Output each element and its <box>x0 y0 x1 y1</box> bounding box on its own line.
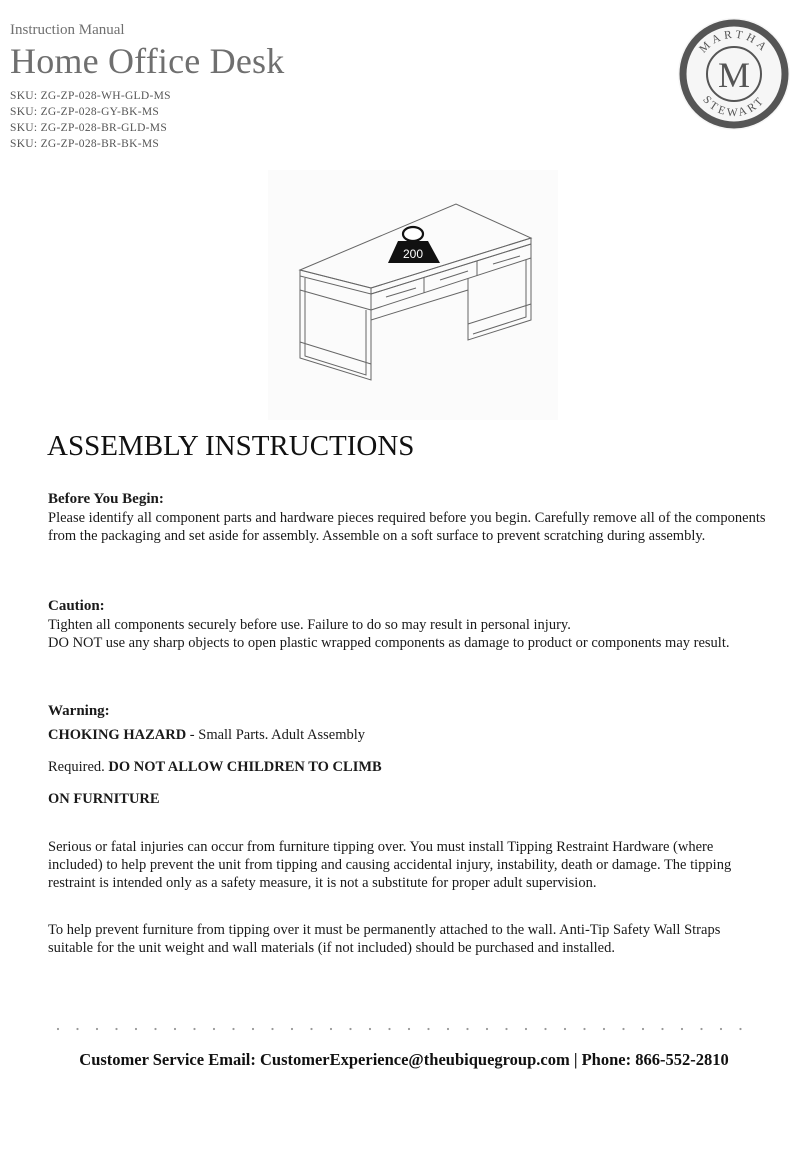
weight-label: 200 <box>402 247 424 261</box>
before-label: Before You Begin: <box>48 491 164 507</box>
sku-list <box>10 88 171 152</box>
caution-section <box>48 597 768 652</box>
required-plain: Required. <box>48 759 109 775</box>
desk-illustration <box>268 170 558 420</box>
dotted-divider <box>48 1026 762 1032</box>
furniture-warning-bold: ON FURNITURE <box>48 791 160 807</box>
required-line <box>48 758 768 776</box>
choking-hazard-rest: - Small Parts. Adult Assembly <box>186 727 366 743</box>
caution-line-2: DO NOT use any sharp objects to open plastic wrapped components as damage to product or components may result. <box>48 635 730 651</box>
choking-hazard-bold: CHOKING HAZARD <box>48 727 187 743</box>
climb-warning-bold: DO NOT ALLOW CHILDREN TO CLIMB <box>108 759 382 775</box>
wall-anchor-paragraph: To help prevent furniture from tipping over it must be permanently attached to the wall. Anti-Tip Safety Wall Straps suitable for the unit weight and wall materials (if not included) should be purchased and installed. <box>48 922 721 956</box>
logo-top-text: MARTHA <box>697 28 771 56</box>
sku-item: SKU: ZG-ZP-028-GY-BK-MS <box>10 106 160 118</box>
sku-item: SKU: ZG-ZP-028-BR-GLD-MS <box>10 122 168 134</box>
logo-bottom-text: STEWART <box>700 93 768 120</box>
document-subtitle: Instruction Manual <box>10 22 125 38</box>
customer-service-footer: Customer Service Email: CustomerExperience@theubiquegroup.com | Phone: 866-552-2810 <box>79 1050 729 1069</box>
caution-label: Caution: <box>48 598 105 614</box>
caution-line-1: Tighten all components securely before use. Failure to do so may result in personal injury. <box>48 617 571 633</box>
logo-monogram: M <box>717 55 751 95</box>
choking-hazard-line <box>48 726 768 744</box>
brand-logo <box>676 16 792 132</box>
section-heading: ASSEMBLY INSTRUCTIONS <box>47 430 415 462</box>
before-text: Please identify all component parts and hardware pieces required before you begin. Carefully remove all of the components from the packaging and set aside for assembly. Assemble on a soft surface to prevent scratching during assembly. <box>48 510 766 544</box>
document-title: Home Office Desk <box>10 41 285 81</box>
warning-label: Warning: <box>48 703 110 719</box>
tipping-paragraph: Serious or fatal injuries can occur from furniture tipping over. You must install Tipping Restraint Hardware (where included) to help prevent the unit from tipping and causing accidental injury, instability, death or damage. The tipping restraint is intended only as a safety measure, it is not a substitute for proper adult supervision. <box>48 839 732 891</box>
before-you-begin-section <box>48 490 768 545</box>
sku-item: SKU: ZG-ZP-028-BR-BK-MS <box>10 138 160 150</box>
warning-section <box>48 702 768 808</box>
sku-item: SKU: ZG-ZP-028-WH-GLD-MS <box>10 90 171 102</box>
